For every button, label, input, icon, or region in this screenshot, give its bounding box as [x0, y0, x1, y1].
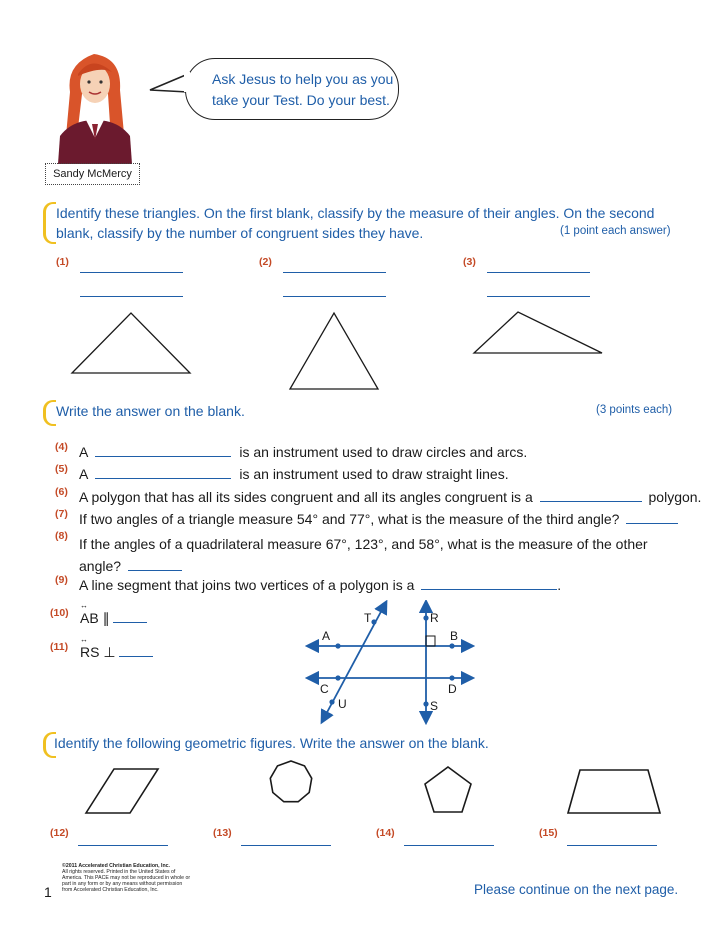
q11-number: (11) — [50, 641, 69, 653]
triangle-1 — [72, 313, 190, 373]
q5-number: (5) — [55, 463, 68, 475]
q6-answer-blank[interactable] — [540, 501, 642, 502]
item-15-answer-blank[interactable] — [567, 845, 657, 846]
copyright-block — [62, 863, 190, 893]
figures-row — [0, 755, 704, 825]
figure-trapezoid — [568, 770, 660, 813]
q9-post: . — [557, 577, 562, 593]
label-R: R — [430, 611, 439, 625]
q6-pre: A polygon that has all its sides congruent and all its angles congruent is a — [79, 489, 533, 505]
figure-nonagon — [270, 761, 311, 802]
q8 — [79, 533, 648, 577]
item-12-answer-blank[interactable] — [78, 845, 168, 846]
q9-number: (9) — [55, 574, 68, 586]
q5-answer-blank[interactable] — [95, 478, 231, 479]
q11-answer-blank[interactable] — [119, 656, 153, 657]
section-1-instruction-line-2: blank, classify by the number of congruent sides they have. — [56, 225, 424, 241]
figure-parallelogram — [86, 769, 158, 813]
q4 — [79, 444, 527, 460]
copyright-line-4: from Accelerated Christian Education, Inc. — [62, 887, 159, 893]
q7-answer-blank[interactable] — [626, 523, 678, 524]
q9-answer-blank[interactable] — [421, 589, 557, 590]
item-1-number: (1) — [56, 256, 69, 268]
copyright-line-1: All rights reserved. Printed in the United States of — [62, 869, 176, 875]
item-3-number: (3) — [463, 256, 476, 268]
label-B: B — [450, 629, 459, 643]
q10-answer-blank[interactable] — [113, 622, 147, 623]
line-arrow-icon: ↔ — [80, 635, 88, 644]
q4-post: is an instrument used to draw circles and arcs. — [239, 444, 528, 460]
copyright-title: ©2011 Accelerated Christian Education, Inc. — [62, 863, 170, 869]
q4-number: (4) — [55, 441, 68, 453]
item-2-number: (2) — [259, 256, 272, 268]
character-name: Sandy McMercy — [53, 168, 132, 180]
q7 — [79, 511, 678, 527]
label-T: T — [364, 611, 372, 625]
page-number: 1 — [44, 884, 52, 900]
line-arrow-icon: ↔ — [80, 601, 88, 610]
section-2-marker — [43, 400, 56, 426]
lines-diagram — [300, 600, 480, 725]
q8-answer-blank[interactable] — [128, 570, 182, 571]
section-3-instruction: Identify the following geometric figures. Write the answer on the blank. — [54, 735, 489, 751]
q6-number: (6) — [55, 486, 68, 498]
section-1-points: (1 point each answer) — [560, 225, 671, 237]
q4-pre: A — [79, 444, 88, 460]
q5-post: is an instrument used to draw straight lines. — [239, 466, 509, 482]
q10 — [80, 601, 147, 627]
speech-line-2: take your Test. Do your best. — [212, 92, 390, 108]
q9-pre: A line segment that joins two vertices of a polygon is a — [79, 577, 415, 593]
triangle-2 — [290, 313, 378, 389]
speech-line-1: Ask Jesus to help you as you — [212, 71, 394, 87]
right-angle-mark — [426, 636, 435, 646]
q8-line-1: If the angles of a quadrilateral measure 67°, 123°, and 58°, what is the measure of the other — [79, 536, 648, 552]
section-2-points: (3 points each) — [596, 404, 673, 416]
q7-text: If two angles of a triangle measure 54° and 77°, what is the measure of the third angle? — [79, 511, 620, 527]
q8-number: (8) — [55, 530, 68, 542]
section-1-instruction-line-1: Identify these triangles. On the first blank, classify by the measure of their angles. On the second — [56, 205, 655, 221]
q8-line-2: angle? — [79, 558, 122, 574]
figure-pentagon — [425, 767, 471, 812]
q10-number: (10) — [50, 607, 69, 619]
q10-line-name: AB — [80, 610, 99, 626]
q6-post: polygon. — [648, 489, 702, 505]
q5-pre: A — [79, 466, 88, 482]
label-A: A — [322, 629, 331, 643]
label-S: S — [430, 699, 439, 713]
section-2-instruction: Write the answer on the blank. — [56, 403, 245, 419]
q11 — [80, 635, 153, 661]
copyright-line-2: America. This PACE may not be reproduced in whole or — [62, 875, 191, 881]
q5 — [79, 466, 509, 482]
q7-number: (7) — [55, 508, 68, 520]
triangles-figure — [0, 0, 704, 400]
copyright-line-3: part in any form or by any means without permission — [62, 881, 183, 887]
q9 — [79, 577, 561, 593]
triangle-3 — [474, 312, 602, 353]
item-13-number: (13) — [213, 827, 232, 839]
q6 — [79, 489, 701, 505]
q4-answer-blank[interactable] — [95, 456, 231, 457]
item-13-answer-blank[interactable] — [241, 845, 331, 846]
continue-next-page: Please continue on the next page. — [474, 882, 679, 897]
item-12-number: (12) — [50, 827, 69, 839]
q10-symbol: ∥ — [102, 610, 110, 626]
q11-line-name: RS — [80, 644, 100, 660]
label-D: D — [448, 682, 457, 696]
label-C: C — [320, 682, 329, 696]
item-15-number: (15) — [539, 827, 558, 839]
q11-symbol: ⊥ — [103, 644, 116, 660]
label-U: U — [338, 697, 347, 711]
item-14-answer-blank[interactable] — [404, 845, 494, 846]
item-14-number: (14) — [376, 827, 395, 839]
